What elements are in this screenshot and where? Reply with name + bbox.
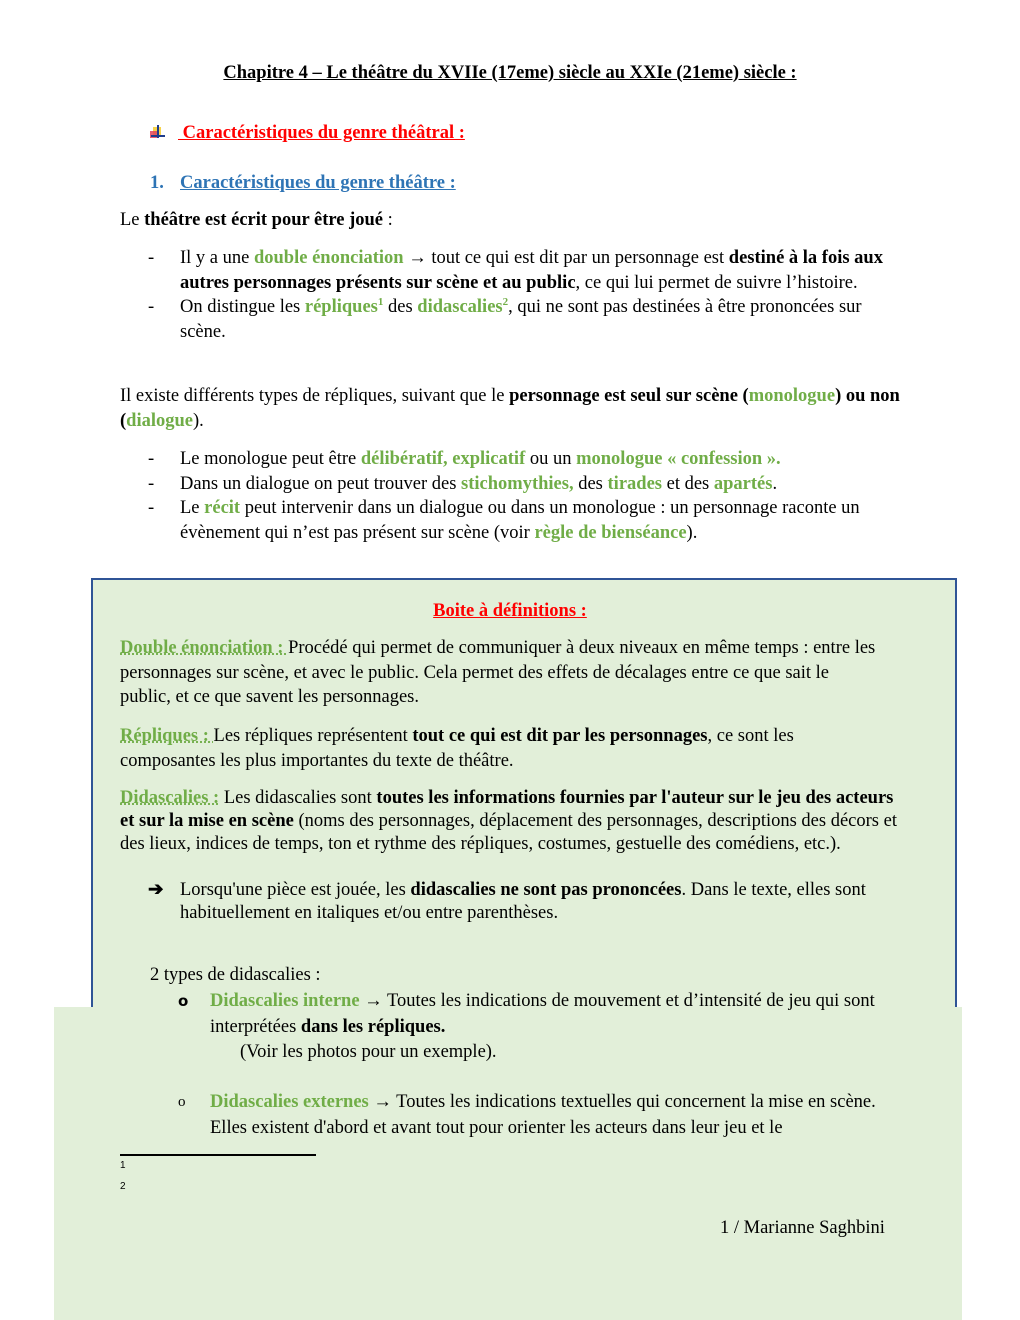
text-run: des [573,473,608,494]
intro-paragraph [120,208,910,233]
intro-prefix: Le [120,210,145,230]
features-list [148,246,908,344]
text-run [151,135,165,137]
text-run: Les répliques représentent [213,726,413,746]
didascalie-type-item [178,988,898,1040]
text-run: Il existe différents types de répliques, suivant que le [120,386,510,406]
definition-entry [120,724,880,773]
text-run: Lorsqu'une pièce est jouée, les [180,880,411,900]
definition-term: Double énonciation : [120,638,289,658]
text-run: Il y a une [180,248,254,268]
text-run: destiné à la fois aux autres personnages présents sur scène et au public [180,248,883,293]
page-footer: 1 / Marianne Saghbini [720,1218,885,1238]
keyword: double énonciation [253,248,404,268]
keyword: répliques [304,297,378,317]
keyword: didascalies [417,297,503,317]
text-run: ou un [525,449,577,469]
list-item [148,295,908,344]
intro-bold: théâtre est écrit pour être joué [144,210,384,230]
subsection-number: 1. [150,173,164,193]
text-run: On distingue les [180,297,305,317]
text-run: → Toutes les indications textuelles qui concernent la mise en scène. Elles existent d'abord et avant tout pour orienter les acteurs dans leur jeu et le [210,1092,876,1138]
list-item [148,496,908,545]
text-run: Dans un dialogue on peut trouver des [180,473,462,494]
list-item [148,472,908,497]
keyword: règle de bienséance [534,522,687,543]
keyword: apartés [713,473,773,494]
section-heading [150,121,465,146]
definition-entry [120,636,880,710]
subsection-label: Caractéristiques du genre théâtre : [180,173,456,193]
intro-suffix: : [383,210,393,230]
photo-note: (Voir les photos pour un exemple). [240,1042,497,1062]
text-run: , ce qui lui permet de suivre l’histoire. [575,272,858,293]
footnote-ref[interactable]: 2 [502,295,509,308]
text-run: ). [686,522,698,543]
text-run: et des [661,473,714,494]
chapter-title: Chapitre 4 – Le théâtre du XVIIe (17eme) siècle au XXIe (21eme) siècle : [223,63,797,83]
text-run: didascalies ne sont pas prononcées [410,880,682,900]
keyword: Didascalies interne [210,991,360,1011]
text-run: , ce sont les composantes les plus importantes du texte de théâtre. [120,726,794,771]
definition-term: Didascalies : [120,788,220,808]
keyword: récit [204,498,241,518]
types-paragraph [120,384,900,433]
text-run: tout ce qui est dit par les personnages [412,726,708,746]
text-run: ). [193,410,204,431]
keyword: dialogue [126,410,193,431]
text-run: . [772,473,778,494]
types-intro: 2 types de didascalies : [150,965,321,985]
text-run: des [383,297,418,317]
text-run: Procédé qui permet de communiquer à deux niveaux en même temps : entre les personnages sur scène, et avec le public. Cela permet des effets de décalages entre ce que sait le public, et ce que savent les personnages. [120,638,876,707]
keyword: stichomythies, [461,473,574,494]
text-run: Le [180,498,205,518]
text-run: Le monologue peut être [180,449,361,469]
footnote-1: 1 [120,1160,126,1171]
didascalie-type-item [178,1089,898,1141]
definitions-box-title: Boite à définitions : [433,601,587,621]
footnote-ref[interactable]: 1 [377,295,384,308]
keyword: tirades [607,473,662,494]
replique-types-list [148,447,908,545]
keyword: Didascalies externes [210,1092,369,1112]
circle-bullet-icon: o [178,1094,186,1110]
text-run: dans les répliques. [300,1017,446,1037]
text-run: toutes les informations fournies par l'auteur sur le jeu des acteurs et sur la mise en scène [120,788,894,831]
arrow-right-icon: ➔ [148,880,164,900]
section-heading-label: Caractéristiques du genre théâtral : [178,123,465,143]
text-run: → tout ce qui est dit par un personnage est [403,248,729,268]
text-run: personnage est seul sur scène ( [509,386,749,406]
list-item [148,447,908,472]
list-item [148,246,908,295]
subsection-heading [150,171,456,196]
arrow-note [148,879,908,925]
definition-entry [120,787,900,856]
footnote-separator [120,1154,316,1156]
keyword: monologue [748,386,836,406]
text-run: → Toutes les indications de mouvement et d’intensité de jeu qui sont interprétées [210,991,875,1037]
bullet-cross-icon [150,125,166,139]
text-run: (noms des personnages, déplacement des personnages, descriptions des décors et des lieux, indices de temps, ton et rythme des répliques, costumes, gestuelle des comédiens, etc.). [120,811,897,854]
keyword: monologue « confession ». [576,449,781,469]
text-run: peut intervenir dans un dialogue ou dans un monologue : un personnage raconte un évènement qui n’est pas présent sur scène (voir [180,498,860,543]
text-run: Les didascalies sont [219,788,377,808]
text-run: , qui ne sont pas destinées à être prononcées sur scène. [180,297,862,342]
definition-term: Répliques : [120,726,214,746]
text-run: ) ou non ( [120,386,900,431]
circle-bullet-icon: o [178,992,189,1010]
keyword: délibératif, explicatif [360,449,526,469]
footnote-2: 2 [120,1181,126,1192]
text-run: . Dans le texte, elles sont habituellement en italiques et/ou entre parenthèses. [180,880,866,923]
